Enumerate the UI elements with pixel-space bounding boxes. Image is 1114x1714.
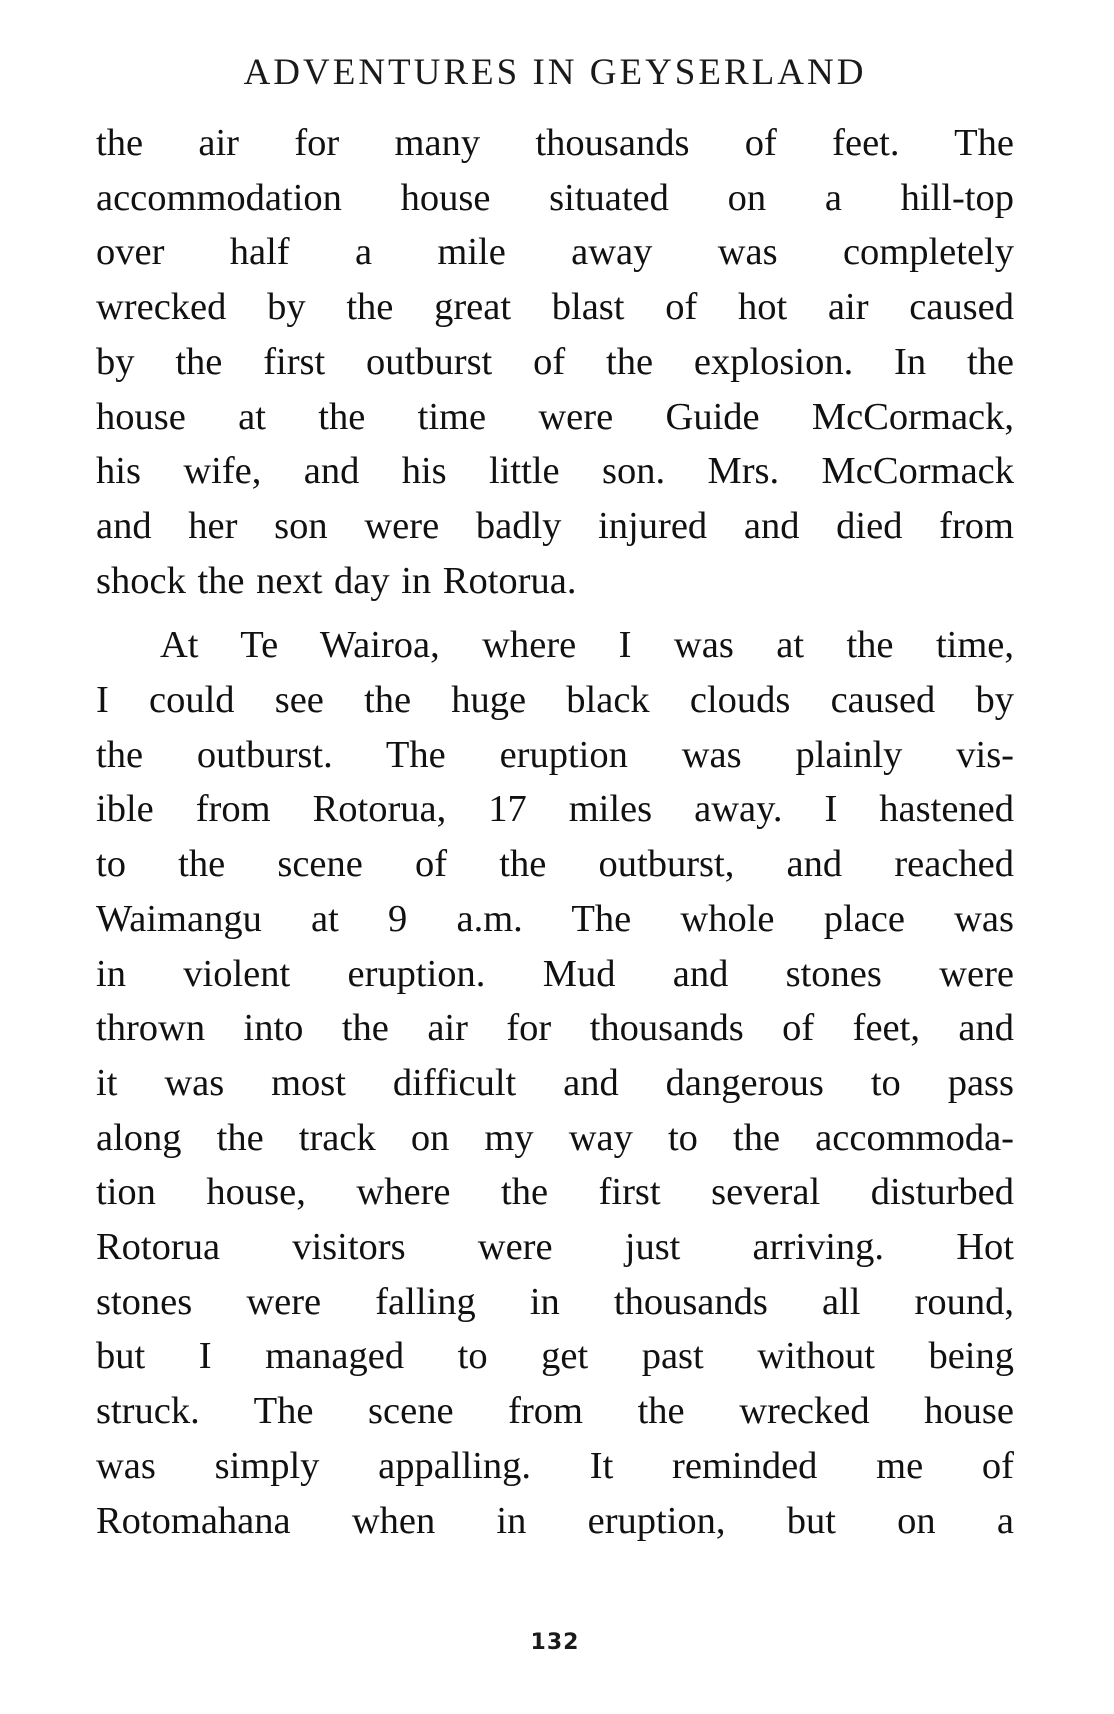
text-line: to the scene of the outburst, and reached: [96, 843, 1014, 886]
text-line: At Te Wairoa, where I was at the time,: [160, 624, 1014, 667]
text-line: thrown into the air for thousands of feet, and: [96, 1007, 1014, 1050]
paragraph-gap: [96, 608, 1014, 618]
text-line: along the track on my way to the accommoda-: [96, 1116, 1014, 1159]
running-head: ADVENTURES IN GEYSERLAND: [243, 52, 867, 93]
body-text: [96, 116, 1014, 1548]
text-line: I could see the huge black clouds caused by: [96, 679, 1014, 722]
text-line: stones were falling in thousands all round,: [96, 1280, 1014, 1323]
text-line: Rotomahana when in eruption, but on a: [96, 1499, 1014, 1542]
text-line: by the first outburst of the explosion. In the: [96, 340, 1014, 383]
text-line: but I managed to get past without being: [96, 1335, 1014, 1378]
text-line: shock the next day in Rotorua.: [96, 559, 577, 602]
text-line: his wife, and his little son. Mrs. McCormack: [96, 450, 1014, 493]
page-number: 132: [530, 1630, 580, 1655]
text-line: wrecked by the great blast of hot air caused: [96, 286, 1014, 329]
text-line: accommodation house situated on a hill-top: [96, 176, 1014, 219]
book-page: [96, 48, 1014, 1688]
text-line: was simply appalling. It reminded me of: [96, 1444, 1014, 1487]
text-line: tion house, where the first several disturbed: [96, 1171, 1014, 1214]
text-line: ible from Rotorua, 17 miles away. I hastened: [96, 788, 1014, 831]
text-line: Rotorua visitors were just arriving. Hot: [96, 1226, 1014, 1269]
text-line: and her son were badly injured and died from: [96, 504, 1014, 547]
text-line: it was most difficult and dangerous to pass: [96, 1061, 1014, 1104]
text-line: over half a mile away was completely: [96, 231, 1014, 274]
text-line: struck. The scene from the wrecked house: [96, 1390, 1014, 1433]
text-line: the air for many thousands of feet. The: [96, 122, 1014, 164]
text-line: Waimangu at 9 a.m. The whole place was: [96, 897, 1014, 940]
text-line: house at the time were Guide McCormack,: [96, 395, 1014, 438]
paragraph-1: [96, 116, 1014, 608]
paragraph-2: [96, 618, 1014, 1548]
text-line: in violent eruption. Mud and stones were: [96, 952, 1014, 995]
text-line: the outburst. The eruption was plainly vis-: [96, 733, 1014, 776]
